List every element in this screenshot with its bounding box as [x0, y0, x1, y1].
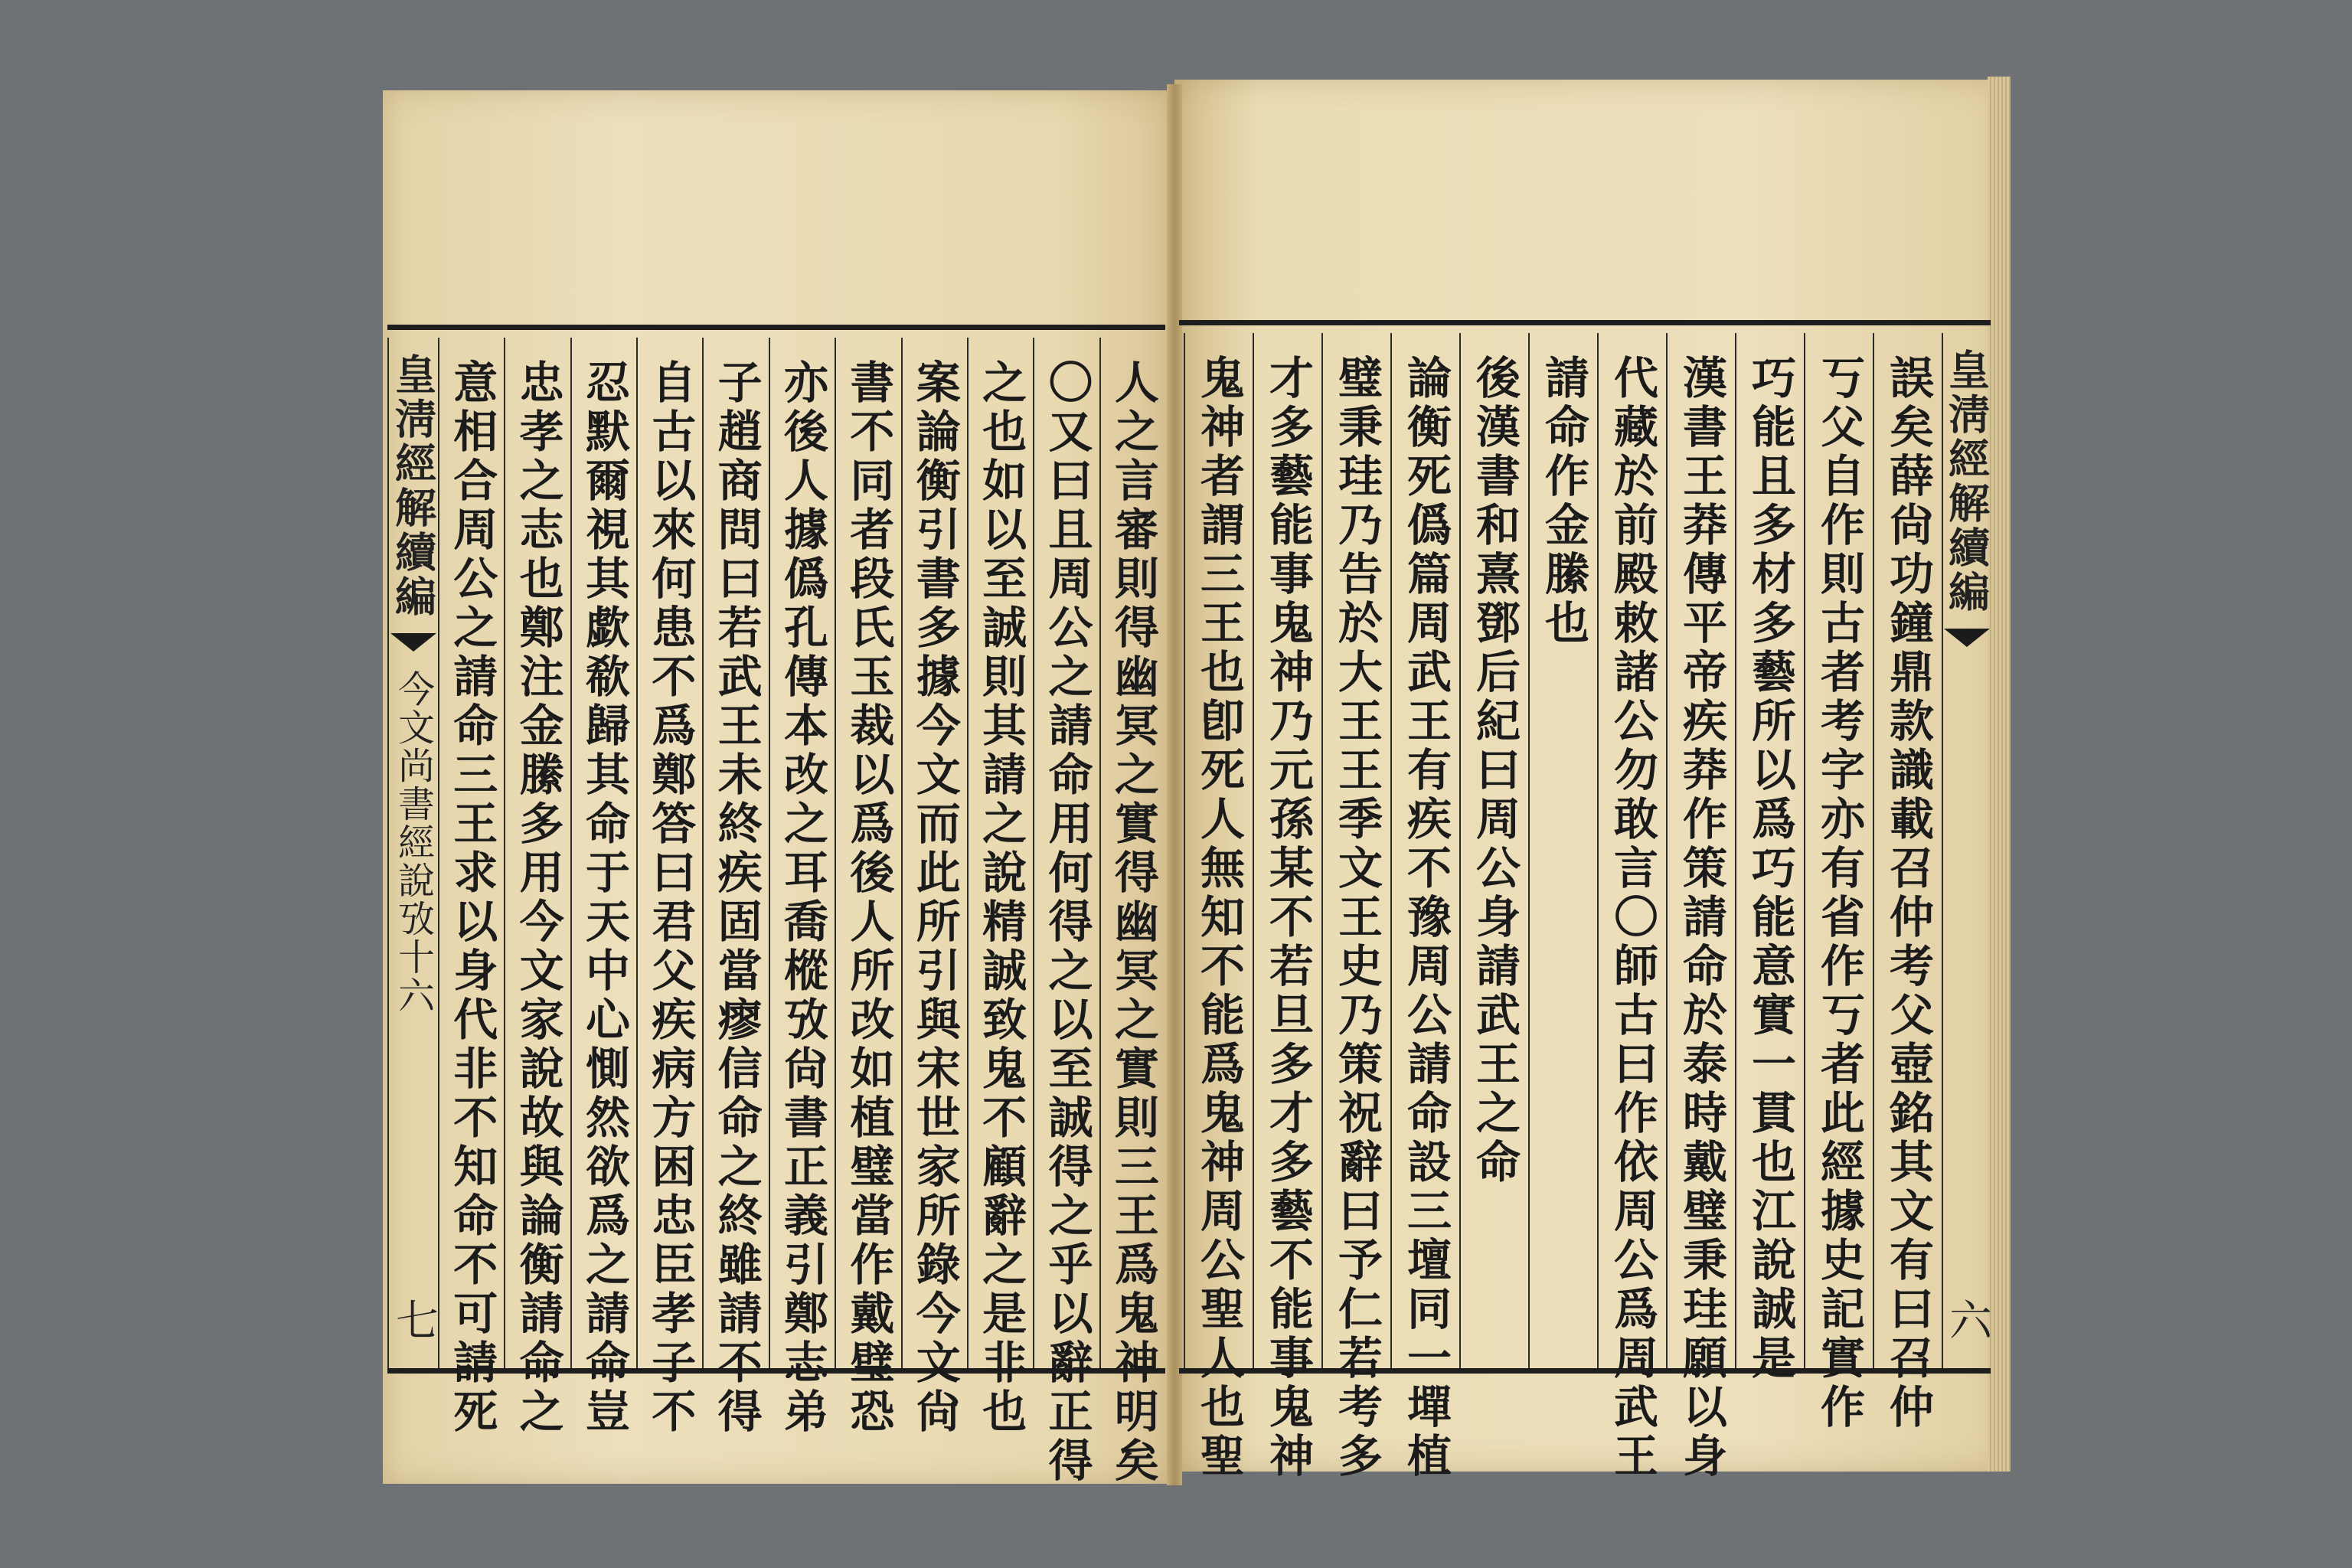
text-column — [1033, 338, 1099, 1486]
text-column — [1804, 333, 1873, 1432]
book-title: 皇淸經解續編 — [1942, 348, 1991, 615]
column-text: 後漢書和熹鄧后紀曰周公身請武王之命 — [1468, 354, 1521, 1187]
page-edges — [1988, 77, 2011, 1472]
column-text: 丂父自作則古者考字亦有省作丂者此經據史記實作 — [1813, 354, 1865, 1432]
text-column — [769, 338, 835, 1437]
text-column — [901, 338, 967, 1437]
column-text: 意相合周公之請命三王求以身代非不知命不可請死 — [446, 359, 498, 1437]
left-margin-column — [387, 338, 438, 1368]
text-column — [438, 338, 504, 1437]
column-text: 論衡死僞篇周武王有疾不豫周公請命設三壇同一墠植 — [1400, 354, 1452, 1481]
column-text: 巧能且多材多藝所以爲巧能意實一貫也江說誠是 — [1744, 354, 1796, 1383]
column-text: 亦後人據僞孔傳本改之耳喬樅攷尙書正義引鄭志弟 — [776, 359, 829, 1437]
column-text: 自古以來何患不爲鄭答曰君父疾病方困忠臣孝子不 — [644, 359, 697, 1437]
text-column — [1184, 333, 1253, 1481]
column-text: 璧秉珪乃告於大王王季文王史乃策祝辭曰予仁若考多 — [1331, 354, 1383, 1481]
text-column — [1528, 333, 1597, 1368]
column-text: 之也如以至誠則其請之說精誠致鬼不顧辭之是非也 — [975, 359, 1027, 1437]
fishtail-mark — [1944, 629, 1990, 652]
left-columns — [387, 338, 1165, 1486]
column-text: 才多藝能事鬼神乃元孫某不若旦多才多藝不能事鬼神 — [1262, 354, 1314, 1481]
text-column — [1321, 333, 1390, 1481]
column-text: 鬼神者謂三王也卽死人無知不能爲鬼神周公聖人也聖 — [1193, 354, 1245, 1481]
right-columns — [1179, 333, 1992, 1481]
column-text: 〇又曰且周公之請命用何得之以至誠得之乎以辭正得 — [1040, 359, 1093, 1486]
column-text: 人之言審則得幽冥之實得幽冥之實則三王爲鬼神明矣 — [1106, 359, 1159, 1486]
column-text: 請命作金縢也 — [1537, 354, 1589, 648]
text-column — [1735, 333, 1804, 1383]
text-column — [504, 338, 570, 1437]
column-text: 代藏於前殿敕諸公勿敢言〇師古曰作依周公爲周武王 — [1606, 354, 1658, 1481]
text-column — [967, 338, 1033, 1437]
text-column — [702, 338, 768, 1437]
book-title: 皇淸經解續編 — [388, 353, 438, 619]
page-number: 七 — [389, 1298, 439, 1341]
text-column — [1459, 333, 1528, 1368]
column-text: 誤矣薛尙功鐘鼎款識載召仲考父壺銘其文有曰召仲 — [1882, 354, 1934, 1432]
column-text: 子趙商問曰若武王未終疾固當瘳信命之終雖請不得 — [710, 359, 763, 1437]
chapter-title: 今文尚書經說攷十六 — [391, 670, 435, 1014]
text-column — [1390, 333, 1459, 1481]
column-text: 忍默爾視其歔欷歸其命于天中心惻然欲爲之請命豈 — [577, 359, 630, 1437]
text-column — [636, 338, 702, 1437]
text-column — [1873, 333, 1942, 1432]
text-column — [1597, 333, 1666, 1481]
right-margin-column — [1942, 333, 1991, 1368]
column-text: 書不同者段氏玉裁以爲後人所改如植璧當作戴璧恐 — [842, 359, 895, 1437]
text-column — [1253, 333, 1321, 1481]
text-column — [570, 338, 636, 1437]
text-column — [1099, 338, 1165, 1486]
text-column — [1666, 333, 1735, 1481]
column-text: 忠孝之志也鄭注金縢多用今文家說故與論衡請命之 — [511, 359, 564, 1437]
column-text: 案論衡引書多據今文而此所引與宋世家所錄今文尙 — [908, 359, 961, 1437]
page-number: 六 — [1942, 1298, 1992, 1341]
right-text-frame — [1179, 320, 1992, 1481]
column-text: 漢書王莽傳平帝疾莽作策請命於泰時戴璧秉珪願以身 — [1675, 354, 1727, 1481]
left-text-frame — [387, 325, 1165, 1486]
fishtail-mark — [390, 633, 436, 656]
text-column — [835, 338, 900, 1437]
